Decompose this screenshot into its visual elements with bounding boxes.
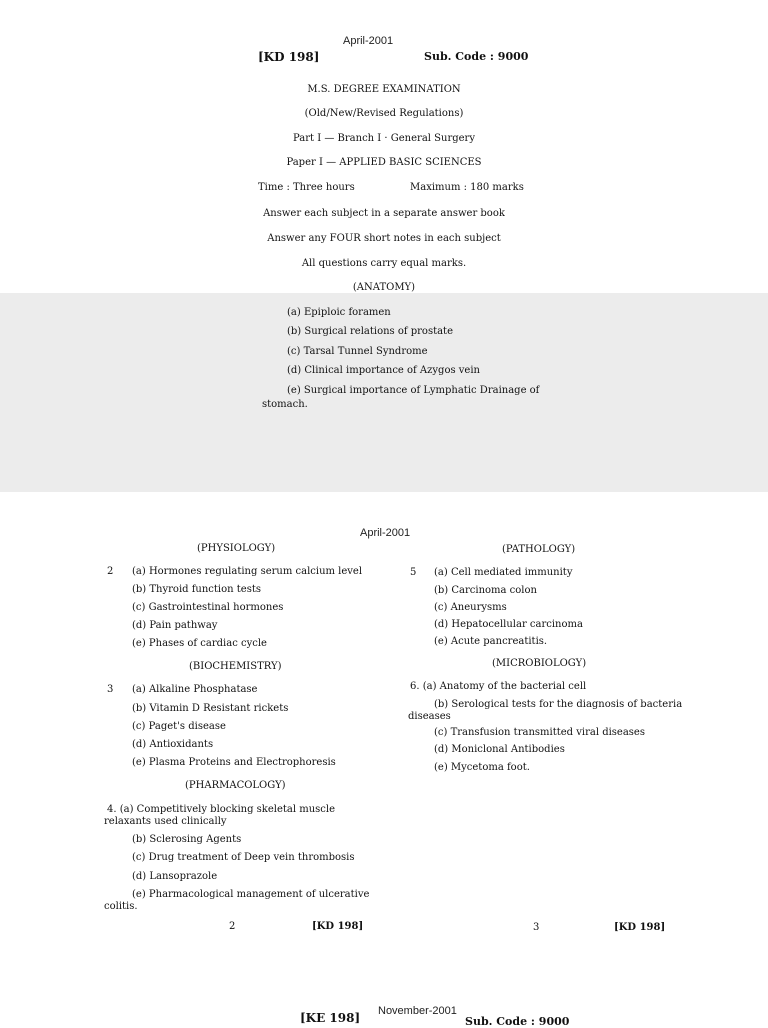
subject-anatomy: (ANATOMY) bbox=[352, 282, 416, 293]
q5-item-d: (d) Hepatocellular carcinoma bbox=[434, 619, 583, 630]
paper-title: Paper I — APPLIED BASIC SCIENCES bbox=[286, 157, 482, 168]
page1-sub-code: Sub. Code : 9000 bbox=[424, 50, 529, 63]
heading-pathology: (PATHOLOGY) bbox=[502, 544, 576, 555]
q6-item-a: 6. (a) Anatomy of the bacterial cell bbox=[410, 681, 587, 692]
q4-item-c: (c) Drug treatment of Deep vein thrombosis bbox=[132, 852, 355, 863]
q2-item-e: (e) Phases of cardiac cycle bbox=[132, 638, 267, 649]
q5-item-e: (e) Acute pancreatitis. bbox=[434, 636, 548, 647]
instruction-3: All questions carry equal marks. bbox=[301, 258, 467, 269]
instruction-2: Answer any FOUR short notes in each subject bbox=[267, 233, 501, 244]
page4-sub-code: Sub. Code : 9000 bbox=[465, 1015, 570, 1028]
q5-item-b: (b) Carcinoma colon bbox=[434, 585, 537, 596]
q5-item-c: (c) Aneurysms bbox=[434, 602, 507, 613]
page3-code: [KD 198] bbox=[614, 922, 666, 933]
q6-item-d: (d) Moniclonal Antibodies bbox=[434, 744, 565, 755]
q6-item-b-cont: diseases bbox=[408, 711, 451, 722]
page4-code: [KE 198] bbox=[300, 1011, 361, 1025]
q2-number: 2 bbox=[107, 566, 114, 577]
q2-item-c: (c) Gastrointestinal hormones bbox=[132, 602, 284, 613]
q5-number: 5 bbox=[410, 567, 417, 578]
q4-item-a-cont: relaxants used clinically bbox=[104, 816, 227, 827]
page2-number: 2 bbox=[229, 921, 236, 932]
regulations: (Old/New/Revised Regulations) bbox=[304, 108, 464, 119]
q4-item-e: (e) Pharmacological management of ulcerative bbox=[132, 889, 370, 900]
page4-date: November-2001 bbox=[378, 1005, 457, 1017]
page1-kd-code: [KD 198] bbox=[258, 50, 320, 64]
q2-item-d: (d) Pain pathway bbox=[132, 620, 218, 631]
part-branch: Part I — Branch I · General Surgery bbox=[293, 133, 475, 144]
heading-biochemistry: (BIOCHEMISTRY) bbox=[189, 661, 282, 672]
q2-item-a: (a) Hormones regulating serum calcium level bbox=[132, 566, 363, 577]
exam-title: M.S. DEGREE EXAMINATION bbox=[307, 84, 461, 95]
q3-item-d: (d) Antioxidants bbox=[132, 739, 214, 750]
instruction-1: Answer each subject in a separate answer book bbox=[263, 208, 505, 219]
time-allowed: Time : Three hours bbox=[258, 182, 355, 193]
page2-code: [KD 198] bbox=[312, 921, 364, 932]
page3-number: 3 bbox=[533, 922, 540, 933]
heading-pharmacology: (PHARMACOLOGY) bbox=[185, 780, 286, 791]
q1-item-a: (a) Epiploic foramen bbox=[287, 307, 391, 318]
q1-item-e-cont: stomach. bbox=[262, 399, 308, 410]
q4-item-e-cont: colitis. bbox=[104, 901, 138, 912]
q3-number: 3 bbox=[107, 684, 114, 695]
page1-date: April-2001 bbox=[343, 35, 394, 47]
q5-item-a: (a) Cell mediated immunity bbox=[434, 567, 573, 578]
q2-item-b: (b) Thyroid function tests bbox=[132, 584, 261, 595]
q1-item-c: (c) Tarsal Tunnel Syndrome bbox=[287, 346, 428, 357]
q4-item-d: (d) Lansoprazole bbox=[132, 871, 218, 882]
max-marks: Maximum : 180 marks bbox=[410, 182, 524, 193]
q6-item-e: (e) Mycetoma foot. bbox=[434, 762, 530, 773]
q3-item-e: (e) Plasma Proteins and Electrophoresis bbox=[132, 757, 336, 768]
q6-item-b: (b) Serological tests for the diagnosis of bacteria bbox=[434, 699, 683, 710]
q1-item-b: (b) Surgical relations of prostate bbox=[287, 326, 453, 337]
heading-microbiology: (MICROBIOLOGY) bbox=[492, 658, 587, 669]
q4-item-a: 4. (a) Competitively blocking skeletal muscle bbox=[107, 804, 336, 815]
q1-item-d: (d) Clinical importance of Azygos vein bbox=[287, 365, 480, 376]
q1-item-e: (e) Surgical importance of Lymphatic Drainage of bbox=[287, 385, 540, 396]
q6-item-c: (c) Transfusion transmitted viral diseases bbox=[434, 727, 645, 738]
heading-physiology: (PHYSIOLOGY) bbox=[197, 543, 276, 554]
q3-item-a: (a) Alkaline Phosphatase bbox=[132, 684, 258, 695]
q4-item-b: (b) Sclerosing Agents bbox=[132, 834, 242, 845]
q3-item-c: (c) Paget's disease bbox=[132, 721, 226, 732]
page2-date: April-2001 bbox=[360, 527, 411, 539]
q3-item-b: (b) Vitamin D Resistant rickets bbox=[132, 703, 289, 714]
